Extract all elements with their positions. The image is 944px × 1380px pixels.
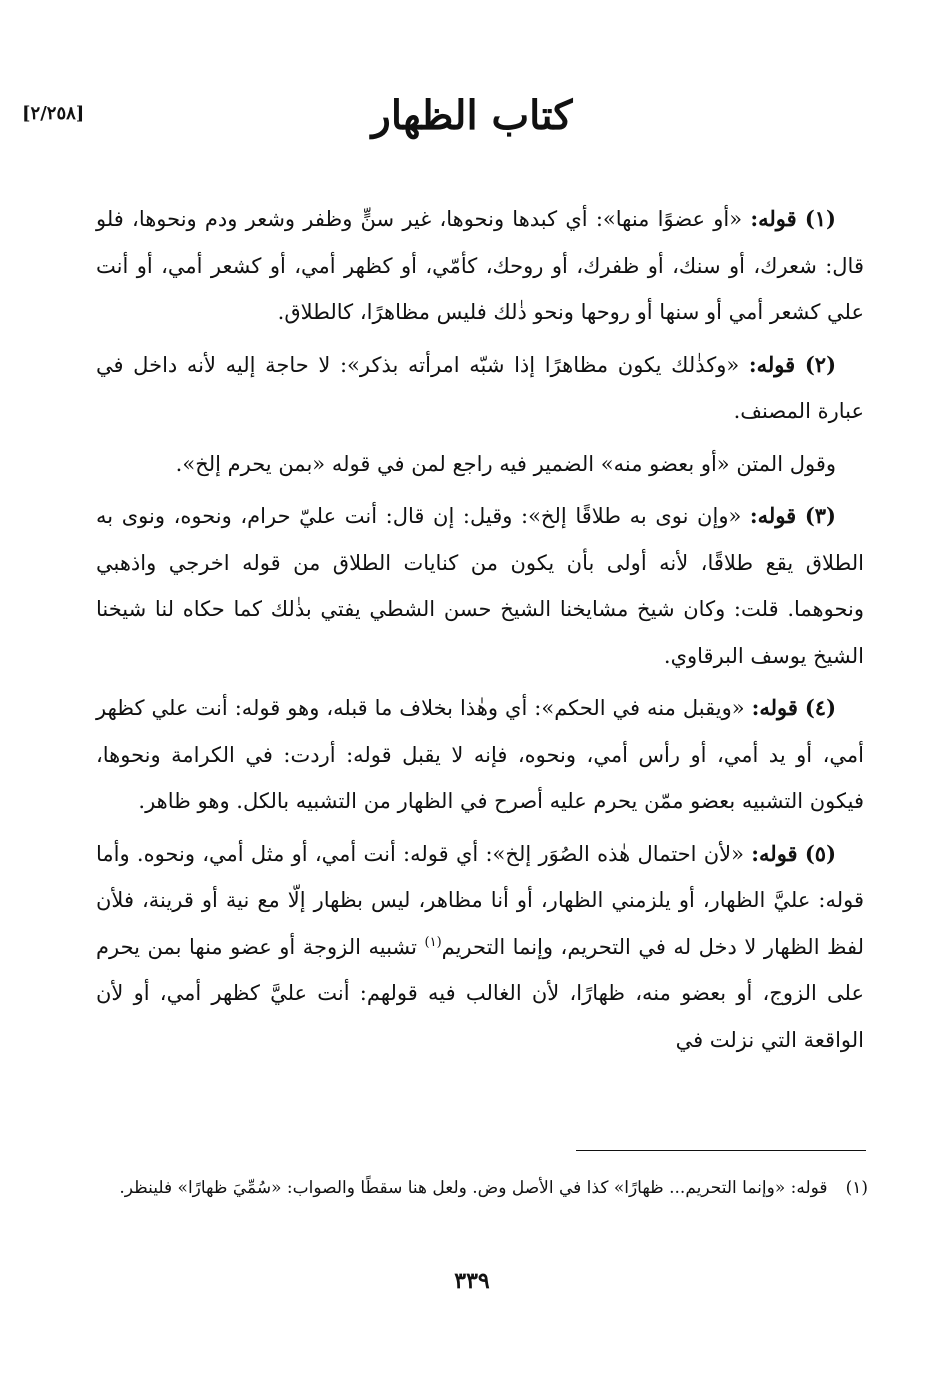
paragraph-label: قوله: (750, 206, 797, 231)
paragraph-number: (٣) (804, 503, 836, 528)
paragraph-3 (96, 493, 864, 679)
paragraph-text: «أو عضوًا منها»: أي كبدها ونحوها، غير سنٍّ وظفر وشعر ودم ونحوها، فلو قال: شعرك، أو سنك، أو ظفرك، أو روحك، كأمّي، أو كظهر أمي، أو كشعر أمي، أو أنت علي كشعر أمي أو سنها أو روحها ونحو ذٰلك فليس مظاهرًا، كالطلاق. (96, 207, 864, 324)
paragraph-label: قوله: (751, 695, 798, 720)
paragraph-1 (96, 196, 864, 336)
paragraph-text: «ويقبل منه في الحكم»: أي وهٰذا بخلاف ما قبله، وهو قوله: أنت علي كظهر أمي، أو يد أمي، أو رأس أمي، ونحوه، فإنه لا يقبل قوله: أردت: في الكرامة ونحوها، فيكون التشبيه بعضو ممّن يحرم عليه أصرح في الظهار من التشبيه بالكل. وهو ظاهر. (96, 696, 864, 813)
footnote-number: (١) (845, 1178, 868, 1198)
page-header (0, 88, 944, 148)
footnote-1 (96, 1170, 868, 1206)
paragraph-number: (٢) (804, 351, 836, 377)
paragraph-matn-note (96, 441, 864, 488)
volume-page-reference: [٢/٢٥٨] (22, 103, 85, 124)
paragraph-5 (96, 831, 864, 1064)
paragraph-text-continued: تشبيه الزوجة أو عضو منها بمن يحرم على الزوج، أو بعضو منه، ظهارًا، لأن الغالب فيه قولهم: أنت عليَّ كظهر أمي، أو لأن الواقعة التي نزلت في (96, 934, 864, 1052)
paragraph-text: «لأن احتمال هٰذه الصُوَر إلخ»: أي قوله: أنت أمي، أو مثل أمي، ونحوه. وأما قوله: عليَّ الظهار، أو يلزمني الظهار، أو أنا مظاهر، ليس بظهار إلّا مع نية أو قرينة، فلأن لفظ الظهار لا دخل له في التحريم، وإنما التحريم (96, 841, 864, 959)
paragraph-label: قوله: (749, 503, 797, 528)
paragraph-label: قوله: (751, 840, 798, 866)
paragraph-number: (٥) (804, 840, 837, 866)
page-title: كتاب الظهار (371, 92, 573, 139)
footnote-marker[interactable]: (١) (424, 934, 442, 950)
paragraph-label: قوله: (748, 351, 796, 377)
main-text-body (96, 196, 864, 1069)
page-number: ٣٣٩ (454, 1268, 490, 1294)
paragraph-text: «وإن نوى به طلاقًا إلخ»: وقيل: إن قال: أنت عليّ حرام، ونحوه، ونوى به الطلاق يقع طلاقًا، لأنه أولى بأن يكون من كنايات الطلاق من قوله اخرجي واذهبي ونحوهما. قلت: وكان شيخ مشايخنا الشيخ حسن الشطي يفتي بذٰلك كما حكاه لنا شيخنا الشيخ يوسف البرقاوي. (96, 504, 864, 668)
footnotes (96, 1170, 868, 1206)
paragraph-text: وقول المتن «أو بعضو منه» الضمير فيه راجع لمن في قوله «بمن يحرم إلخ». (175, 451, 836, 476)
paragraph-2 (96, 342, 864, 435)
footnote-separator (576, 1150, 866, 1151)
paragraph-number: (١) (804, 206, 836, 231)
paragraph-text: «وكذٰلك يكون مظاهرًا إذا شبّه امرأته بذكر»: لا حاجة إليه لأنه داخل في عبارة المصنف. (96, 352, 864, 423)
paragraph-number: (٤) (804, 695, 836, 720)
footnote-text: قوله: «وإنما التحريم... ظهارًا» كذا في الأصل وض. ولعل هنا سقطًا والصواب: «سُمِّيَ ظهارًا» فلينظر. (119, 1178, 828, 1198)
paragraph-4 (96, 685, 864, 825)
